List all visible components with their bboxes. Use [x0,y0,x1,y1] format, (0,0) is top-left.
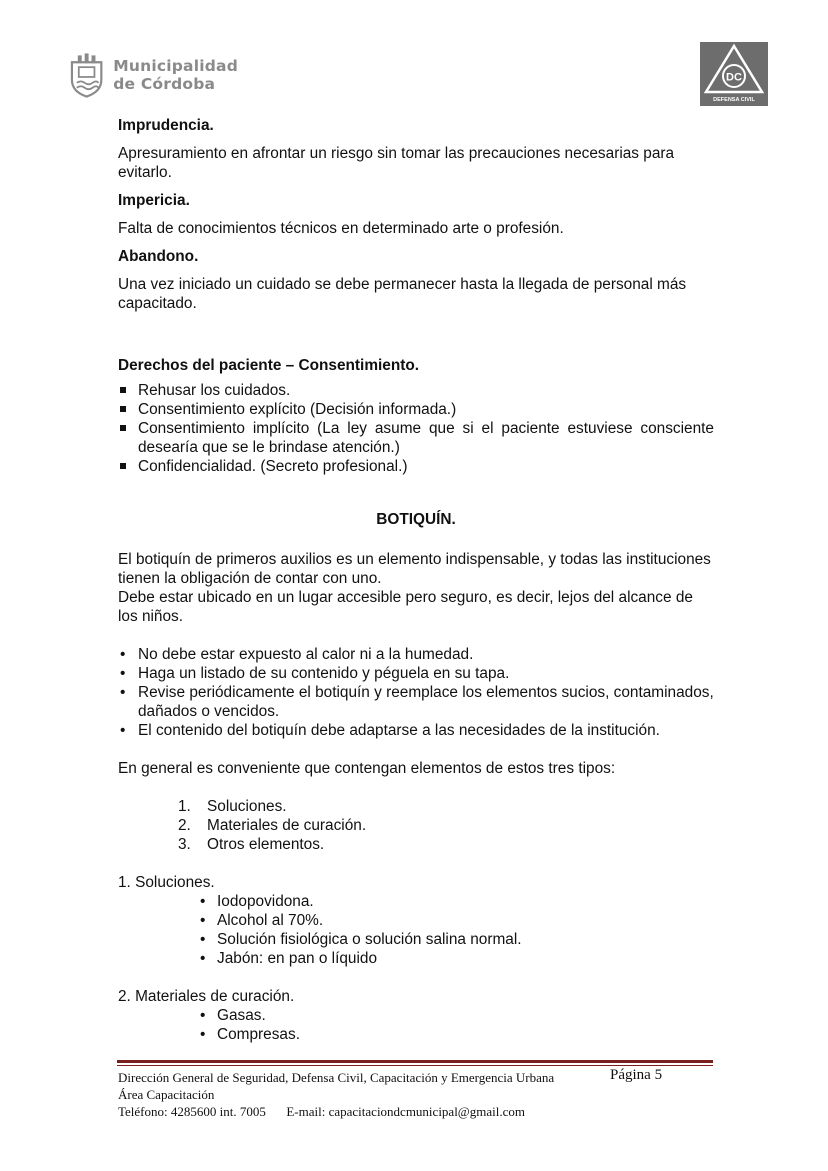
badge-initials: DC [726,71,742,84]
footer-email: E-mail: capacitaciondcmunicipal@gmail.com [286,1104,526,1119]
list-item: • Gasas. [198,1006,714,1025]
definition-text: Falta de conocimientos técnicos en determinado arte o profesión. [118,220,564,237]
materiales-list [118,1006,714,1044]
rights-list [118,381,714,476]
footer-department: Dirección General de Seguridad, Defensa Civil, Capacitación y Emergencia Urbana [118,1070,555,1085]
list-item: • No debe estar expuesto al calor ni a la humedad. [118,645,714,664]
list-item: • Jabón: en pan o líquido [198,949,714,968]
org-name-line1: Municipalidad [113,57,238,75]
list-item [178,797,714,816]
list-item: • Solución fisiológica o solución salina normal. [198,930,714,949]
list-item: • El contenido del botiquín debe adaptarse a las necesidades de la institución. [118,721,714,740]
list-item: • Revise periódicamente el botiquín y reemplace los elementos sucios, contaminados, dañados o vencidos. [118,683,714,721]
footer-divider-thin [117,1065,713,1066]
list-item: • Iodopovidona. [198,892,714,911]
definition-text: Apresuramiento en afrontar un riesgo sin tomar las precauciones necesarias para evitarlo. [118,145,675,181]
list-item: • Compresas. [198,1025,714,1044]
defensa-civil-badge [700,42,768,106]
botiquin-intro: El botiquín de primeros auxilios es un elemento indispensable, y todas las instituciones tienen la obligación de contar con uno. [118,551,711,587]
list-item [178,835,714,854]
municipalidad-logo [68,50,238,100]
list-item: Consentimiento implícito (La ley asume que si el paciente estuviese consciente desearía que se le brindase atención.) [118,419,714,457]
document-body [118,116,714,1044]
soluciones-heading: 1. Soluciones. [118,874,215,891]
page-number: Página 5 [610,1067,663,1083]
list-item [178,816,714,835]
city-crest-icon [68,52,105,98]
footer-area: Área Capacitación [118,1087,215,1102]
list-item: Confidencialidad. (Secreto profesional.) [118,457,714,476]
botiquin-heading: BOTIQUÍN. [376,511,456,528]
list-item: • Haga un listado de su contenido y péguela en su tapa. [118,664,714,683]
botiquin-rules-list [118,645,714,740]
badge-caption: DEFENSA CIVIL [713,97,755,103]
footer-phone: Teléfono: 4285600 int. 7005 [118,1104,266,1119]
types-list [118,797,714,854]
definition-term: Imprudencia. [118,117,214,134]
list-number: 1. [178,798,191,815]
list-label: Otros elementos. [207,836,325,853]
botiquin-location: Debe estar ubicado en un lugar accesible pero seguro, es decir, lejos del alcance de los niños. [118,589,693,625]
rights-heading: Derechos del paciente – Consentimiento. [118,357,420,374]
types-intro: En general es conveniente que contengan elementos de estos tres tipos: [118,760,616,777]
list-item: Consentimiento explícito (Decisión informada.) [118,400,714,419]
list-item: • Alcohol al 70%. [198,911,714,930]
definition-term: Abandono. [118,248,199,265]
list-label: Soluciones. [207,798,287,815]
definition-text: Una vez iniciado un cuidado se debe permanecer hasta la llegada de personal más capacitado. [118,276,687,312]
defensa-civil-triangle-icon [700,42,768,106]
org-name-line2: de Córdoba [113,75,216,93]
list-label: Materiales de curación. [207,817,367,834]
list-item: Rehusar los cuidados. [118,381,714,400]
list-number: 2. [178,817,191,834]
definition-term: Impericia. [118,192,190,209]
footer-divider [117,1060,713,1063]
footer-contact [118,1103,714,1120]
list-number: 3. [178,836,191,853]
soluciones-list [118,892,714,968]
materiales-heading: 2. Materiales de curación. [118,988,295,1005]
